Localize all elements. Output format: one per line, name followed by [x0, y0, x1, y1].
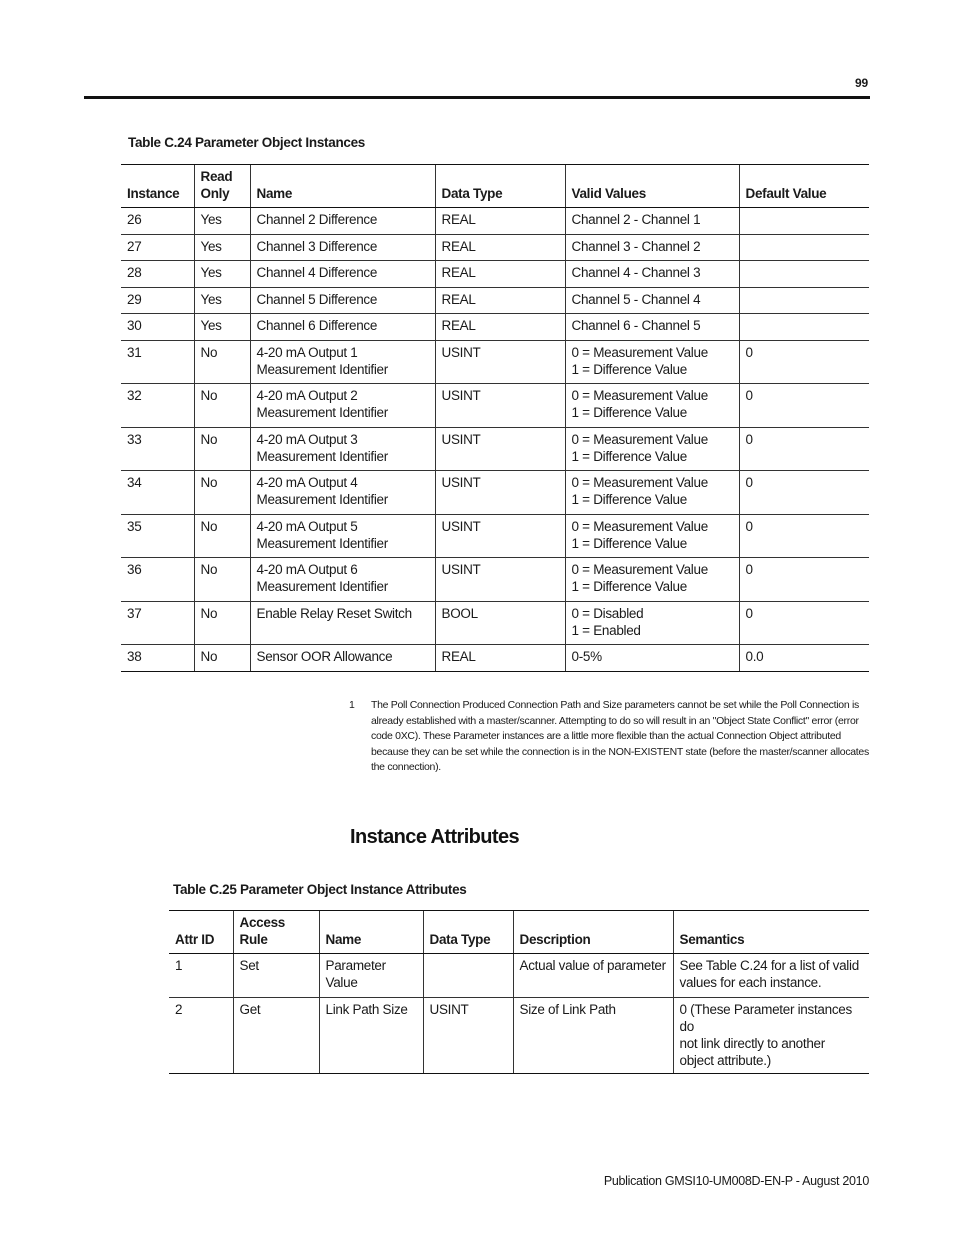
header-access-rule-line1: Access — [239, 915, 285, 930]
cell-semantics — [673, 997, 869, 1073]
cell-description: Actual value of parameter — [513, 954, 673, 998]
cell-read-only: Yes — [194, 208, 250, 235]
section-heading: Instance Attributes — [350, 826, 520, 848]
cell-default-value: 0 — [739, 384, 869, 428]
cell-name — [250, 601, 435, 645]
footnote — [349, 698, 871, 776]
table-row — [121, 234, 869, 261]
cell-semantics — [673, 954, 869, 998]
header-valid-values: Valid Values — [565, 165, 739, 208]
publication-footer: Publication GMSI10-UM008D-EN-P - August 2010 — [603, 1174, 869, 1188]
table-row — [121, 340, 869, 384]
table-row — [121, 645, 869, 672]
cell-data-type: REAL — [435, 208, 565, 235]
cell-default-value — [739, 208, 869, 235]
cell-valid-values — [565, 645, 739, 672]
table-row — [121, 558, 869, 602]
cell-read-only: Yes — [194, 234, 250, 261]
cell-access-rule: Get — [233, 997, 319, 1073]
table-header-row — [121, 165, 869, 208]
cell-attr-id: 1 — [169, 954, 233, 998]
cell-valid-values — [565, 234, 739, 261]
cell-valid-values — [565, 514, 739, 558]
cell-instance: 34 — [121, 471, 194, 515]
cell-data-type: USINT — [435, 471, 565, 515]
cell-valid-values — [565, 601, 739, 645]
cell-name — [250, 514, 435, 558]
cell-read-only: No — [194, 340, 250, 384]
table-row — [169, 954, 869, 998]
header-default-value: Default Value — [739, 165, 869, 208]
cell-read-only: Yes — [194, 261, 250, 288]
cell-instance: 29 — [121, 287, 194, 314]
header-name: Name — [319, 911, 423, 954]
header-data-type: Data Type — [423, 911, 513, 954]
cell-valid-values — [565, 287, 739, 314]
cell-valid-values — [565, 427, 739, 471]
cell-default-value — [739, 314, 869, 341]
cell-data-type: REAL — [435, 314, 565, 341]
cell-default-value: 0 — [739, 601, 869, 645]
cell-name — [250, 314, 435, 341]
cell-valid-line2: 1 = Difference Value — [571, 579, 687, 594]
header-read-only — [194, 165, 250, 208]
cell-valid-line2: 1 = Enabled — [571, 622, 641, 638]
cell-valid-line1: 0 = Disabled — [571, 605, 644, 621]
cell-valid-line1: 0 = Measurement Value — [571, 344, 708, 360]
cell-read-only: No — [194, 558, 250, 602]
cell-valid-values — [565, 261, 739, 288]
cell-valid-line2: 1 = Difference Value — [571, 448, 687, 464]
cell-name-line1: 4-20 mA Output 3 — [256, 431, 358, 447]
table-row — [121, 471, 869, 515]
cell-instance: 32 — [121, 384, 194, 428]
cell-name — [250, 558, 435, 602]
cell-name-line2: Measurement Identifier — [256, 579, 388, 594]
table-row — [121, 514, 869, 558]
cell-valid-line2: 1 = Difference Value — [571, 492, 687, 507]
cell-name-line1: Channel 3 Difference — [256, 238, 378, 254]
cell-data-type: USINT — [435, 558, 565, 602]
cell-name-line1: Channel 4 Difference — [256, 265, 378, 280]
footnote-mark: 1 — [349, 699, 355, 711]
cell-name-line1: 4-20 mA Output 6 — [256, 562, 358, 577]
cell-name-line1: 4-20 mA Output 4 — [256, 475, 358, 490]
cell-instance: 37 — [121, 601, 194, 645]
cell-name — [250, 645, 435, 672]
parameter-object-instances-table — [121, 164, 869, 672]
header-description: Description — [513, 911, 673, 954]
cell-valid-values — [565, 340, 739, 384]
cell-name — [319, 954, 423, 998]
cell-valid-line1: 0 = Measurement Value — [571, 562, 708, 577]
cell-default-value: 0 — [739, 471, 869, 515]
cell-instance: 26 — [121, 208, 194, 235]
cell-valid-line1: 0 = Measurement Value — [571, 475, 708, 490]
cell-instance: 31 — [121, 340, 194, 384]
cell-name-line1: 4-20 mA Output 5 — [256, 518, 358, 534]
cell-read-only: No — [194, 645, 250, 672]
cell-name — [250, 471, 435, 515]
table-header-row — [169, 911, 869, 954]
cell-default-value — [739, 287, 869, 314]
cell-default-value: 0.0 — [739, 645, 869, 672]
table-row — [121, 601, 869, 645]
header-instance: Instance — [121, 165, 194, 208]
cell-read-only: Yes — [194, 287, 250, 314]
cell-default-value — [739, 234, 869, 261]
footnote-text: The Poll Connection Produced Connection Path and Size parameters cannot be set while the Poll Connection is already established with a master/scanner. Attempting to do so will result in an "Object State Conflict" error (error code 0XC). These Parameter instances are a little more flexible than the actual Connection Object attributed because they can be set while the connection is in the NON-EXISTENT state (before the master/scanner allocates the connection). — [371, 699, 869, 773]
cell-valid-line1: Channel 4 - Channel 3 — [571, 265, 701, 280]
header-read-only-line2: Only — [200, 186, 230, 201]
header-name: Name — [250, 165, 435, 208]
cell-data-type: USINT — [435, 514, 565, 558]
header-semantics: Semantics — [673, 911, 869, 954]
cell-data-type: REAL — [435, 645, 565, 672]
cell-data-type: USINT — [435, 340, 565, 384]
cell-instance: 35 — [121, 514, 194, 558]
cell-default-value — [739, 261, 869, 288]
cell-access-rule: Set — [233, 954, 319, 998]
cell-name-line1: Sensor OOR Allowance — [256, 649, 393, 664]
cell-default-value: 0 — [739, 427, 869, 471]
cell-name-line2: Measurement Identifier — [256, 492, 388, 507]
cell-name-line2: Measurement Identifier — [256, 361, 388, 377]
cell-semantics-line2: not link directly to another — [679, 1035, 825, 1051]
cell-data-type: BOOL — [435, 601, 565, 645]
cell-name — [250, 261, 435, 288]
parameter-object-instance-attributes-table — [169, 910, 869, 1074]
cell-valid-line1: 0 = Measurement Value — [571, 388, 708, 403]
cell-name-line2: Measurement Identifier — [256, 535, 388, 551]
cell-read-only: No — [194, 471, 250, 515]
cell-semantics-line1: 0 (These Parameter instances do — [679, 1001, 852, 1034]
cell-valid-line2: 1 = Difference Value — [571, 361, 687, 377]
cell-read-only: No — [194, 601, 250, 645]
header-access-rule — [233, 911, 319, 954]
cell-valid-line2: 1 = Difference Value — [571, 405, 687, 420]
cell-name-line1: Enable Relay Reset Switch — [256, 605, 412, 621]
cell-data-type: USINT — [435, 384, 565, 428]
cell-semantics-line3: object attribute.) — [679, 1052, 771, 1068]
cell-name — [319, 997, 423, 1073]
cell-valid-values — [565, 471, 739, 515]
cell-valid-line1: Channel 3 - Channel 2 — [571, 238, 701, 254]
table-row — [121, 287, 869, 314]
cell-instance: 30 — [121, 314, 194, 341]
cell-read-only: No — [194, 427, 250, 471]
cell-semantics-line1: See Table C.24 for a list of valid — [679, 958, 859, 973]
cell-name-line2: Measurement Identifier — [256, 448, 388, 464]
cell-instance: 38 — [121, 645, 194, 672]
table-row — [121, 208, 869, 235]
cell-data-type: USINT — [423, 997, 513, 1073]
cell-name — [250, 384, 435, 428]
cell-name-line2: Measurement Identifier — [256, 405, 388, 420]
cell-semantics-line2: values for each instance. — [679, 975, 822, 990]
cell-valid-values — [565, 314, 739, 341]
cell-valid-values — [565, 384, 739, 428]
cell-name-line2: Value — [325, 975, 358, 990]
cell-name-line1: Channel 5 Difference — [256, 291, 378, 307]
cell-name-line1: 4-20 mA Output 2 — [256, 388, 358, 403]
table-row — [121, 427, 869, 471]
cell-valid-line2: 1 = Difference Value — [571, 535, 687, 551]
cell-valid-values — [565, 208, 739, 235]
cell-valid-line1: 0 = Measurement Value — [571, 431, 708, 447]
page-number: 99 — [855, 76, 868, 90]
cell-name — [250, 234, 435, 261]
cell-name — [250, 287, 435, 314]
cell-name — [250, 208, 435, 235]
cell-default-value: 0 — [739, 340, 869, 384]
cell-name-line1: Channel 2 Difference — [256, 212, 378, 227]
cell-data-type — [423, 954, 513, 998]
cell-valid-line1: Channel 5 - Channel 4 — [571, 291, 701, 307]
cell-read-only: No — [194, 384, 250, 428]
cell-data-type: REAL — [435, 234, 565, 261]
cell-valid-line1: Channel 2 - Channel 1 — [571, 212, 701, 227]
header-access-rule-line2: Rule — [239, 932, 268, 947]
cell-data-type: REAL — [435, 261, 565, 288]
cell-read-only: Yes — [194, 314, 250, 341]
cell-data-type: REAL — [435, 287, 565, 314]
cell-name-line1: 4-20 mA Output 1 — [256, 344, 358, 360]
header-rule — [84, 96, 870, 99]
header-read-only-line1: Read — [200, 169, 233, 184]
cell-name — [250, 340, 435, 384]
cell-valid-line1: 0 = Measurement Value — [571, 518, 708, 534]
cell-instance: 33 — [121, 427, 194, 471]
header-data-type: Data Type — [435, 165, 565, 208]
cell-description: Size of Link Path — [513, 997, 673, 1073]
cell-valid-line1: 0-5% — [571, 649, 602, 664]
cell-read-only: No — [194, 514, 250, 558]
cell-name — [250, 427, 435, 471]
cell-instance: 36 — [121, 558, 194, 602]
cell-instance: 28 — [121, 261, 194, 288]
table-row — [121, 261, 869, 288]
cell-default-value: 0 — [739, 514, 869, 558]
table-row — [121, 314, 869, 341]
cell-valid-values — [565, 558, 739, 602]
cell-instance: 27 — [121, 234, 194, 261]
table-row — [169, 997, 869, 1073]
cell-name-line1: Channel 6 Difference — [256, 318, 378, 333]
table-c25-caption: Table C.25 Parameter Object Instance Attributes — [173, 882, 467, 897]
table-c24-caption: Table C.24 Parameter Object Instances — [128, 135, 366, 150]
table-row — [121, 384, 869, 428]
cell-attr-id: 2 — [169, 997, 233, 1073]
cell-default-value: 0 — [739, 558, 869, 602]
cell-name-line1: Link Path Size — [325, 1001, 408, 1017]
header-attr-id: Attr ID — [169, 911, 233, 954]
cell-data-type: USINT — [435, 427, 565, 471]
cell-name-line1: Parameter — [325, 958, 386, 973]
cell-valid-line1: Channel 6 - Channel 5 — [571, 318, 701, 333]
